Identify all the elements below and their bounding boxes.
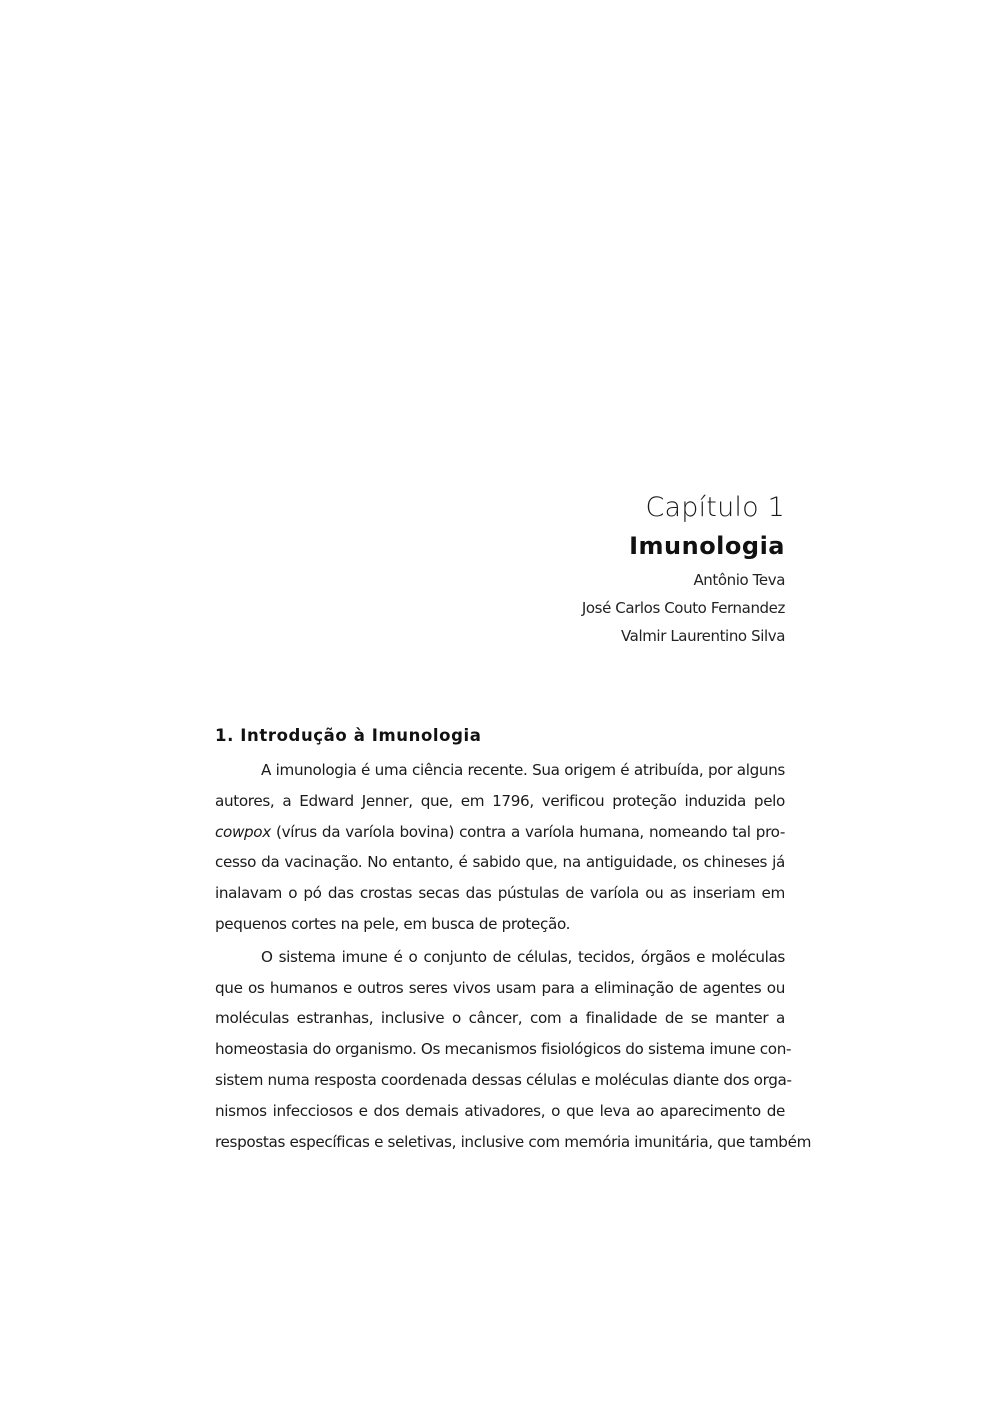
paragraph-1: [215, 755, 785, 940]
author-1: Antônio Teva: [693, 571, 785, 589]
text-line: [215, 817, 785, 848]
section-introduction: [215, 723, 812, 1157]
chapter-label: Capítulo 1: [645, 492, 785, 523]
section-heading: 1. Introdução à Imunologia: [215, 726, 482, 745]
text-line: cesso da vacinação. No entanto, é sabido que, na antiguidade, os chineses já: [215, 853, 785, 872]
text-line: autores, a Edward Jenner, que, em 1796, verificou proteção induzida pelo: [215, 791, 785, 810]
text-line: nismos infecciosos e dos demais ativadores, o que leva ao aparecimento de: [215, 1101, 785, 1120]
text-line: inalavam o pó das crostas secas das pústulas de varíola ou as inseriam em: [215, 884, 785, 903]
text-line: O sistema imune é o conjunto de células, tecidos, órgãos e moléculas: [261, 947, 785, 966]
text-line: que os humanos e outros seres vivos usam para a eliminação de agentes ou: [215, 978, 785, 997]
author-3: Valmir Laurentino Silva: [620, 627, 785, 645]
text-line: sistem numa resposta coordenada dessas células e moléculas diante dos orga-: [215, 1070, 792, 1089]
chapter-title: Imunologia: [629, 532, 785, 560]
text-line: A imunologia é uma ciência recente. Sua origem é atribuída, por alguns: [261, 761, 785, 779]
paragraph-2: [215, 942, 812, 1158]
text-line: pequenos cortes na pele, em busca de proteção.: [215, 914, 571, 933]
text-line: moléculas estranhas, inclusive o câncer, com a finalidade de se manter a: [215, 1009, 785, 1028]
text-line-rest: (vírus da varíola bovina) contra a varíola humana, nomeando tal pro-: [276, 822, 785, 841]
italic-term: cowpox: [215, 822, 271, 841]
text-line: homeostasia do organismo. Os mecanismos fisiológicos do sistema imune con-: [215, 1040, 792, 1059]
author-2: José Carlos Couto Fernandez: [581, 599, 785, 617]
chapter-header: [582, 490, 785, 650]
text-line: respostas específicas e seletivas, inclusive com memória imunitária, que também: [215, 1132, 812, 1151]
